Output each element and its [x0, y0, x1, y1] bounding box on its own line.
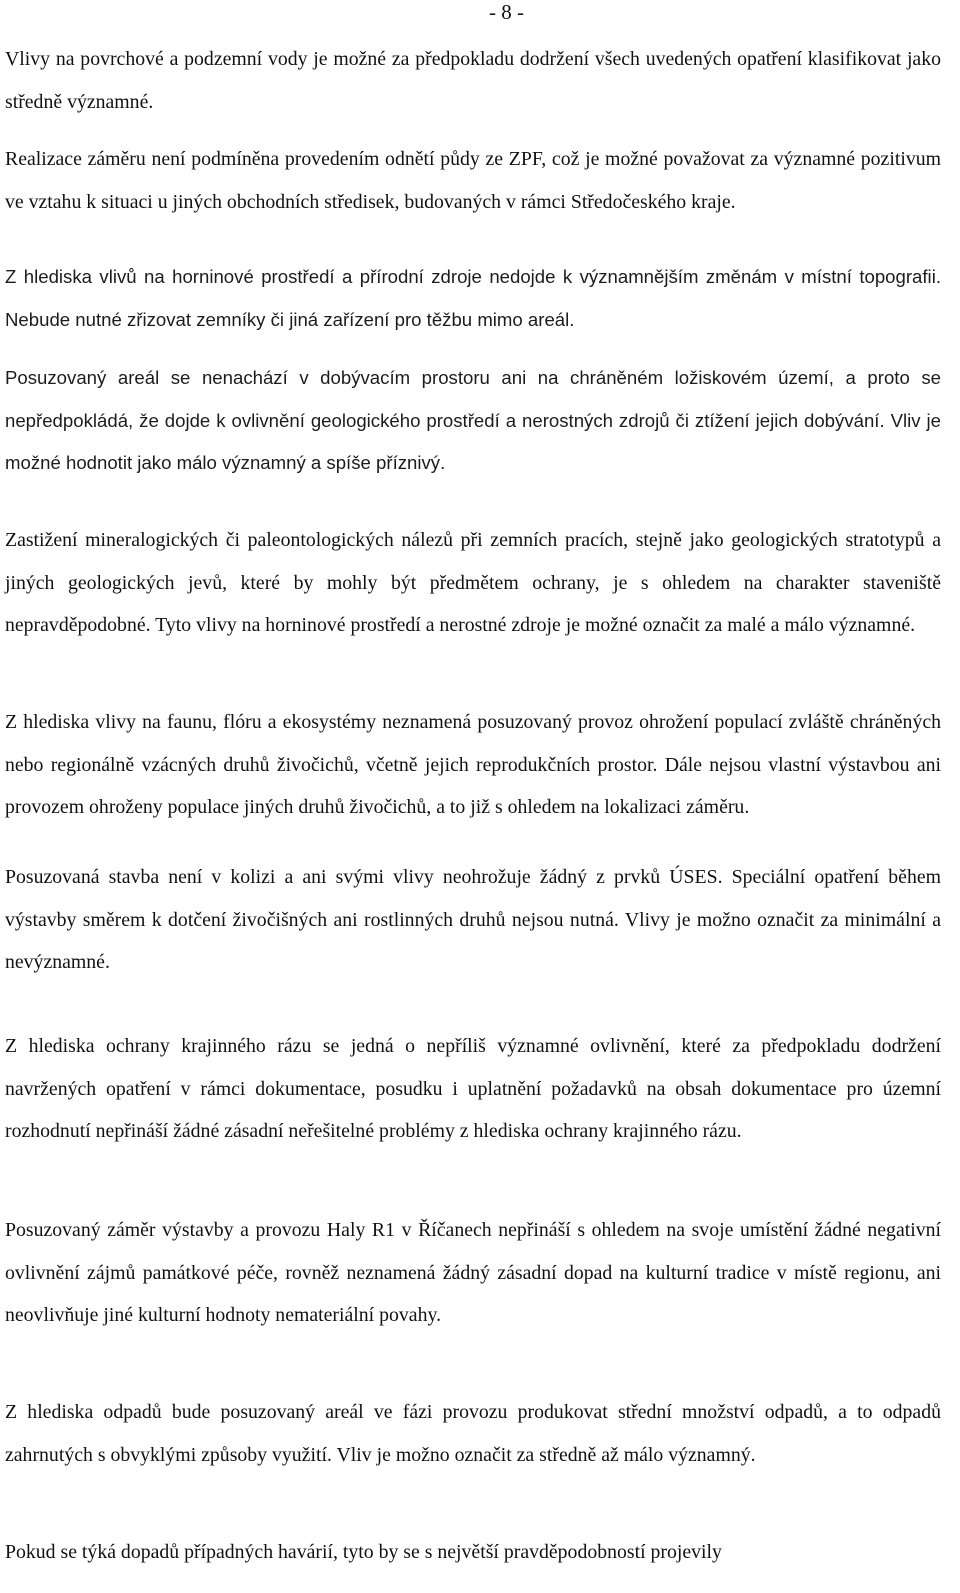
paragraph-text: Zastižení mineralogických či paleontologických nálezů při zemních pracích, stejně jako geologických stratotypů a jiných geologických jevů, které by mohly být předmětem ochrany, je s ohledem na charakter staveniště nepravděpodobné. Tyto vlivy na horninové prostředí a nerostné zdroje je možné označit za malé a málo významné.	[5, 529, 941, 636]
paragraph-text: Posuzovaný záměr výstavby a provozu Haly R1 v Říčanech nepřináší s ohledem na svoje umístění žádné negativní ovlivnění zájmů památkové péče, rovněž neznamená žádný zásadní dopad na kulturní tradice v místě regionu, ani neovlivňuje jiné kulturní hodnoty nemateriální povahy.	[5, 1219, 941, 1326]
paragraph-text: Z hlediska odpadů bude posuzovaný areál ve fázi provozu produkovat střední množství odpadů, a to odpadů zahrnutých s obvyklými způsoby využití. Vliv je možno označit za středně až málo významný.	[5, 1401, 941, 1466]
paragraph-accidents	[5, 1531, 941, 1574]
page-number: - 8 -	[489, 0, 524, 24]
paragraph-text: Vlivy na povrchové a podzemní vody je možné za předpokladu dodržení všech uvedených opatření klasifikovat jako středně významné.	[5, 48, 941, 113]
paragraph-rock-environment	[5, 256, 941, 341]
paragraph-uses	[5, 856, 941, 984]
paragraph-text: Z hlediska ochrany krajinného rázu se jedná o nepříliš významné ovlivnění, které za předpokladu dodržení navržených opatření v rámci dokumentace, posudku i uplatnění požadavků na obsah dokumentace pro územní rozhodnutí nepřináší žádné zásadní neřešitelné problémy z hlediska ochrany krajinného rázu.	[5, 1035, 941, 1142]
paragraph-fauna-flora	[5, 701, 941, 829]
paragraph-water-impacts	[5, 38, 941, 123]
paragraph-mineralogical-finds	[5, 519, 941, 647]
paragraph-text: Z hlediska vlivů na horninové prostředí a přírodní zdroje nedojde k významnějším změnám v místní topografii. Nebude nutné zřizovat zemníky či jiná zařízení pro těžbu mimo areál.	[5, 266, 941, 330]
paragraph-landscape	[5, 1025, 941, 1153]
paragraph-land-removal	[5, 138, 941, 223]
paragraph-text: Posuzovaná stavba není v kolizi a ani svými vlivy neohrožuje žádný z prvků ÚSES. Speciální opatření během výstavby směrem k dotčení živočišných ani rostlinných druhů nejsou nutná. Vlivy je možno označit za minimální a nevýznamné.	[5, 866, 941, 973]
paragraph-text: Posuzovaný areál se nenachází v dobývacím prostoru ani na chráněném ložiskovém území, a proto se nepředpokládá, že dojde k ovlivnění geologického prostředí a nerostných zdrojů či ztížení jejich dobývání. Vliv je možné hodnotit jako málo významný a spíše příznivý.	[5, 367, 941, 473]
paragraph-text: Z hlediska vlivy na faunu, flóru a ekosystémy neznamená posuzovaný provoz ohrožení populací zvláště chráněných nebo regionálně vzácných druhů živočichů, včetně jejich reprodukčních prostor. Dále nejsou vlastní výstavbou ani provozem ohroženy populace jiných druhů živočichů, a to již s ohledem na lokalizaci záměru.	[5, 711, 941, 818]
paragraph-heritage	[5, 1209, 941, 1337]
paragraph-text: Pokud se týká dopadů případných havárií, tyto by se s největší pravděpodobností projevily	[5, 1541, 722, 1563]
paragraph-mining-area	[5, 357, 941, 485]
paragraph-waste	[5, 1391, 941, 1476]
paragraph-text: Realizace záměru není podmíněna provedením odnětí půdy ze ZPF, což je možné považovat za významné pozitivum ve vztahu k situaci u jiných obchodních středisek, budovaných v rámci Středočeského kraje.	[5, 148, 941, 213]
